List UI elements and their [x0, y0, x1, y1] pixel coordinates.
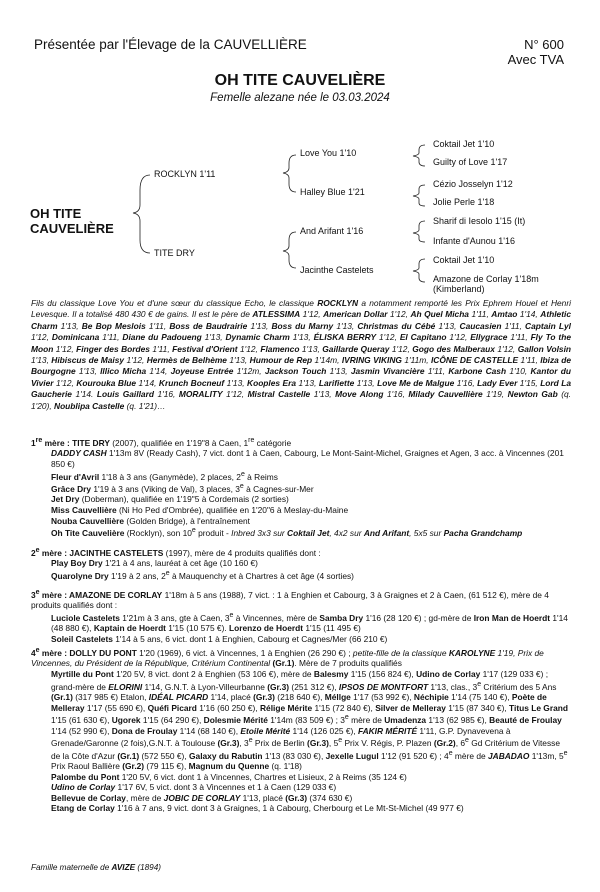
tax-note: Avec TVA	[507, 52, 564, 67]
ped-dam: TITE DRY	[154, 248, 195, 258]
produce-entry: Myrtille du Pont 1'20 5V, 8 vict. dont 2 à Enghien (53 106 €), mère de Balesmy 1'15 (156 824 €), Udino de Corlay 1'17 (129 033 €) ; grand-mère de ELORINI 1'14, G.N.T. à Lyon-Villeurbanne (Gr.3) (251 312 €), IPSOS DE MONTFORT 1'13, clas., 3e Critérium des 5 Ans (Gr.1) (317 985 €) Etalon, IDÉAL PICARD 1'14, placé (Gr.3) (218 640 €), Méllge 1'17 (53 992 €), Néchipie 1'14 (75 140 €), Poète de Melleray 1'17 (55 690 €), Quéfi Picard 1'16 (60 250 €), Rélige Mérite 1'15 (72 840 €), Silver de Melleray 1'15 (87 340 €), Titus Le Grand 1'15 (61 630 €), Ugorek 1'15 (64 290 €), Dolesmie Mérité 1'14m (83 509 €) ; 3e mère de Umadenza 1'13 (62 985 €), Beauté de Froulay 1'14 (52 990 €), Dona de Froulay 1'14 (68 140 €), Etoile Mérité 1'14 (126 025 €), FAKIR MÉRITÉ 1'11, G.P. Dynavevena à Grenade/Garonne (2 fois),G.N.T. à Toulouse (Gr.3), 3e Prix de Berlin (Gr.3), 5e Prix V. Régis, P. Plazen (Gr.2), 6e Gd Critérium de Vitesse de la Côte d'Azur (Gr.1) (572 550 €), Galaxy du Rabutin 1'13 (83 030 €), Jexelle Lugul 1'12 (91 520 €) ; 4e mère de JABADAO 1'13m, 5e Prix Raoul Ballière (Gr.2) (79 115 €), Magnum du Quenne (q. 1'18)	[51, 668, 568, 771]
produce-entry: Jet Dry (Doberman), qualifiée en 1'19"5 à Cordemais (2 sorties)	[51, 494, 289, 505]
ped-sire-dam: Halley Blue 1'21	[300, 187, 365, 197]
third-dam-produce	[31, 611, 571, 645]
first-dam-produce	[31, 448, 571, 538]
page-title: OH TITE CAUVELIÈRE	[214, 72, 386, 89]
produce-entry: Udino de Corlay 1'17 6V, 5 vict. dont 3 à Vincennes et 1 à Caen (129 033 €)	[51, 782, 337, 793]
produce-entry: Bellevue de Corlay, mère de JOBIC DE CORLAY 1'13, placé (Gr.3) (374 630 €)	[51, 792, 353, 803]
page-subtitle: Femelle alezane née le 03.03.2024	[210, 92, 390, 104]
ped-dds: Coktail Jet 1'10	[433, 255, 495, 265]
produce-entry: Miss Cauvellière (Ni Ho Ped d'Ombrée), qualifiée en 1'20"6 à Meslay-du-Maine	[51, 504, 349, 515]
second-dam-heading: 2e mère : JACINTHE CASTELETS (1997), mère de 4 produits qualifiés dont :	[31, 547, 321, 558]
second-dam-produce	[31, 558, 571, 581]
ped-ddd-name: Amazone de Corlay 1'18m	[433, 274, 539, 284]
produce-entry: Fleur d'Avril 1'18 à 3 ans (Ganymède), 2 places, 2e à Reims	[51, 470, 278, 482]
fourth-dam-heading: 4e mère : DOLLY DU PONT 1'20 (1969), 6 vict. à Vincennes, 1 à Enghien (26 290 €) ; petite-fille de la classique KAROLYNE 1'19, Prix de Vincennes, du Président de la République, Critérium Continental (Gr.1). Mère de 7 produits qualifiés	[31, 647, 544, 669]
produce-entry: Etang de Corlay 1'16 à 7 ans, 9 vict. dont 3 à Graignes, 1 à Cabourg, Cherbourg et Le Mt-St-Michel (49 977 €)	[51, 803, 464, 814]
ped-dam-dam: Jacinthe Castelets	[300, 265, 374, 275]
sire-description: Fils du classique Love You et d'une sœur du classique Echo, le classique ROCKLYN a notamment remporté les Prix Ephrem Houel et Henri Levesque. Il a totalisé 480 430 € de gains. Il est le père de ATLESSIMA 1'12, American Dollar 1'12, Ah Quel Micha 1'11, Amtao 1'14, Athletic Charm 1'13, Be Bop Meslois 1'11, Boss de Baudrairie 1'13, Boss du Marny 1'13, Christmas du Cébé 1'13, Caucasien 1'11, Captain Lyl 1'12, Dominicana 1'11, Diane du Padoueng 1'13, Dynamic Charm 1'13, ÉLISKA BERRY 1'12, El Capitano 1'12, Ellygrace 1'11, Fly To the Moon 1'12, Finger des Bordes 1'11, Festival d'Orient 1'12, Flamenco 1'13, Gaillarde Queray 1'12, Gogo des Malberaux 1'12, Gallon Volsin 1'13, Hibiscus de Maisy 1'12, Hermès de Belhème 1'13, Humour de Rep 1'14m, IVRING VIKING 1'11m, ICÔNE DE CASTELLE 1'11, Ibiza de Bourgogne 1'13, Illico Micha 1'14, Joyeuse Entrée 1'12m, Jackson Touch 1'13, Jasmin Vivancière 1'11, Karbone Cash 1'10, Kantor du Vivier 1'12, Kourouka Blue 1'14, Krunch Bocneuf 1'13, Kooples Era 1'13, Larifiette 1'13, Love Me de Malgue 1'16, Lady Ever 1'15, Lord La Gaucherie 1'14. Louis Gaillard 1'16, MORALITY 1'12, Mistral Castelle 1'13, Move Along 1'16, Milady Cauvellière 1'19, Newton Gab (q. 1'20), Noublipa Castelle (q. 1'21)…	[31, 298, 572, 411]
ped-dam-sire: And Arifant 1'16	[300, 226, 364, 236]
produce-entry: Palombe du Pont 1'20 5V, 6 vict. dont 1 à Vincennes, Chartres et Lisieux, 2 à Reims (35 124 €)	[51, 771, 407, 782]
ped-sire: ROCKLYN 1'11	[154, 169, 216, 179]
ped-ssd: Guilty of Love 1'17	[433, 157, 508, 167]
ped-ddd-sire: (Kimberland)	[433, 284, 485, 294]
produce-entry: Quarolyne Dry 1'19 à 2 ans, 2e à Mauquenchy et à Chartres à cet âge (4 sorties)	[51, 569, 354, 581]
ped-ddd	[433, 274, 539, 294]
produce-entry: DADDY CASH 1'13m 8V (Ready Cash), 7 vict. dont 1 à Caen, Cabourg, Le Mont-Saint-Michel, Graignes et Agen, 3 acc. à Vincennes (201 850 €)	[51, 448, 564, 469]
produce-entry: Nouba Cauvellière (Golden Bridge), à l'entraînement	[51, 515, 250, 526]
ped-sds: Cézio Josselyn 1'12	[433, 179, 513, 189]
third-dam-heading: 3e mère : AMAZONE DE CORLAY 1'18m à 5 ans (1988), 7 vict. : 1 à Enghien et Cabourg, 3 à Graignes et 2 à Caen, (61 512 €), mère de 4 produits qualifiés dont :	[31, 589, 549, 611]
presenter-line: Présentée par l'Élevage de la CAUVELLIÈRE	[34, 37, 307, 52]
produce-entry: Soleil Castelets 1'14 à 5 ans, 6 vict. dont 1 à Enghien, Cabourg et Cagnes/Mer (66 210 €)	[51, 633, 388, 644]
produce-entry: Luciole Castelets 1'21m à 3 ans, gte à Caen, 3e à Vincennes, mère de Samba Dry 1'16 (28 120 €) ; gd-mère de Iron Man de Hoerdt 1'14 (48 880 €), Kaptain de Hoerdt 1'15 (10 575 €). Lorenzo de Hoerdt 1'15 (11 495 €)	[51, 611, 568, 634]
produce-entry: Play Boy Dry 1'21 à 4 ans, lauréat à cet âge (10 160 €)	[51, 558, 258, 569]
first-dam-section	[31, 436, 571, 539]
subject-name-line2: CAUVELIÈRE	[30, 221, 114, 236]
ped-dsd: Infante d'Aunou 1'16	[433, 236, 516, 246]
second-dam-section	[31, 546, 571, 581]
ped-sire-sire: Love You 1'10	[300, 148, 357, 158]
fourth-dam-section	[31, 646, 571, 814]
first-dam-heading: 1re mère : TITE DRY (2007), qualifiée en 1'19"8 à Caen, 1re catégorie	[31, 437, 292, 448]
produce-entry: Grâce Dry 1'19 à 3 ans (Viking de Val), 3 places, 3e à Cagnes-sur-Mer	[51, 482, 314, 494]
pedigree-subject	[30, 206, 114, 236]
fourth-dam-produce	[31, 669, 571, 814]
maternal-family-note: Famille maternelle de AVIZE (1894)	[31, 863, 162, 872]
ped-sdd: Jolie Perle 1'18	[433, 197, 495, 207]
third-dam-section	[31, 588, 571, 645]
produce-entry: Oh Tite Cauvelière (Rocklyn), son 10e produit - Inbred 3x3 sur Coktail Jet, 4x2 sur And Arifant, 5x5 sur Pacha Grandchamp	[51, 527, 523, 538]
subject-name-line1: OH TITE	[30, 206, 82, 221]
ped-sss: Coktail Jet 1'10	[433, 139, 495, 149]
lot-number: N° 600	[524, 37, 564, 52]
ped-dss: Sharif di Iesolo 1'15 (It)	[433, 216, 526, 226]
